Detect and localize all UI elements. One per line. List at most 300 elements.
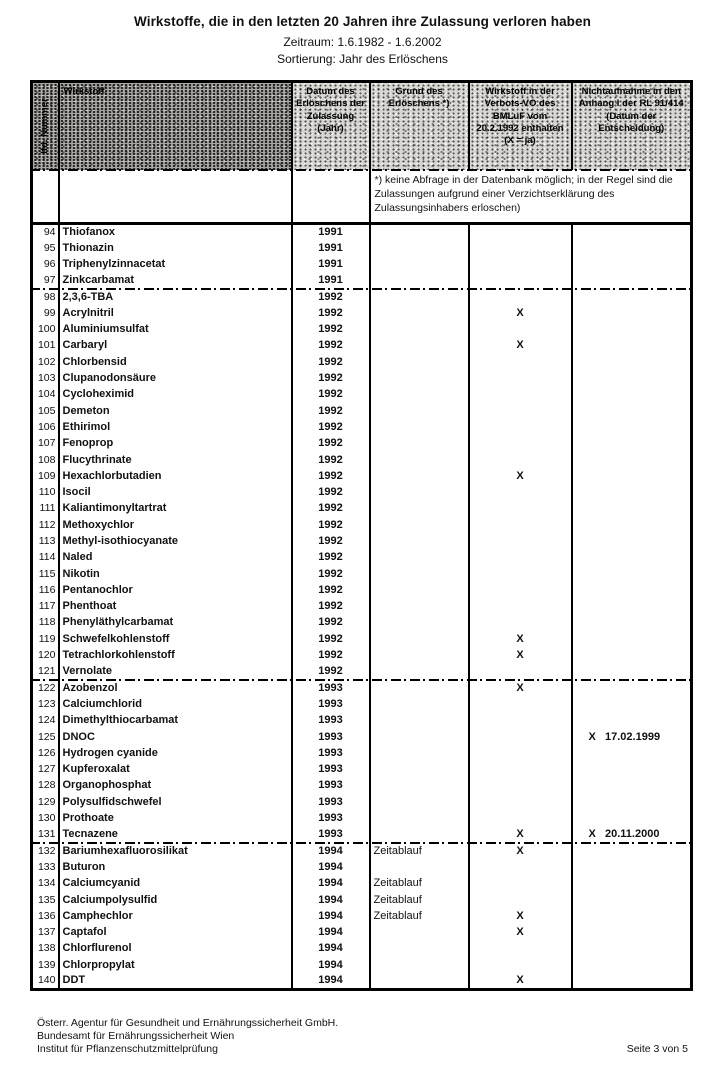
cell-num: 117 — [38, 600, 56, 613]
table-row — [32, 664, 692, 680]
table-row — [32, 957, 692, 973]
cell-year: 1993 — [292, 762, 370, 778]
cell-reason — [370, 647, 469, 663]
cell-reason — [370, 729, 469, 745]
cell-num: 138 — [37, 942, 56, 955]
cell-verbot: X — [469, 843, 572, 859]
cell-name: Flucythrinate — [59, 452, 292, 468]
cell-verbot: X — [469, 924, 572, 940]
cell-num: 126 — [37, 746, 56, 759]
cell-year: 1992 — [292, 387, 370, 403]
cell-anhang — [572, 338, 692, 354]
cell-verbot — [469, 859, 572, 875]
cell-num: 121 — [37, 665, 56, 678]
table-row — [32, 631, 692, 647]
cell-num: 127 — [37, 763, 56, 776]
cell-name: Fenoprop — [59, 436, 292, 452]
cell-verbot — [469, 289, 572, 305]
cell-year: 1994 — [292, 908, 370, 924]
cell-verbot — [469, 240, 572, 256]
cell-reason — [370, 256, 469, 272]
cell-num: 104 — [37, 388, 56, 401]
cell-verbot — [469, 273, 572, 289]
cell-verbot — [469, 941, 572, 957]
cell-name: Camphechlor — [59, 908, 292, 924]
cell-reason — [370, 436, 469, 452]
cell-name: Buturon — [59, 859, 292, 875]
cell-num: 136 — [37, 909, 56, 922]
cell-anhang — [572, 664, 692, 680]
empty-cell — [292, 170, 370, 224]
cell-verbot: X — [469, 468, 572, 484]
table-row — [32, 452, 692, 468]
cell-anhang — [572, 941, 692, 957]
cell-reason — [370, 338, 469, 354]
cell-name: Prothoate — [59, 810, 292, 826]
cell-anhang — [572, 713, 692, 729]
table-row — [32, 859, 692, 875]
cell-year: 1992 — [292, 468, 370, 484]
cell-anhang — [572, 631, 692, 647]
cell-year: 1993 — [292, 729, 370, 745]
cell-num: 124 — [37, 714, 56, 727]
footnote-row — [32, 170, 692, 224]
header-verbots-vo-label: Wirkstoff in der Verbots-VO des BMLuF vom 20.2.1992 enthalten (X = ja) — [476, 86, 564, 147]
cell-verbot — [469, 810, 572, 826]
cell-num: 118 — [38, 616, 56, 629]
cell-name: Dimethylthiocarbamat — [59, 713, 292, 729]
cell-anhang — [572, 501, 692, 517]
cell-year: 1992 — [292, 533, 370, 549]
cell-reason — [370, 631, 469, 647]
cell-year: 1992 — [292, 305, 370, 321]
cell-name: Demeton — [59, 403, 292, 419]
cell-reason — [370, 484, 469, 500]
cell-verbot — [469, 224, 572, 241]
cell-name: Zinkcarbamat — [59, 273, 292, 289]
table-row — [32, 762, 692, 778]
header-verbots-vo — [469, 82, 572, 170]
cell-verbot: X — [469, 827, 572, 843]
table-row — [32, 566, 692, 582]
cell-name: Isocil — [59, 484, 292, 500]
cell-verbot — [469, 713, 572, 729]
cell-year: 1993 — [292, 713, 370, 729]
header-lfd-nummer — [32, 82, 59, 170]
header-wirkstoff — [59, 82, 292, 170]
table-row — [32, 419, 692, 435]
cell-verbot — [469, 729, 572, 745]
cell-num: 125 — [37, 730, 56, 743]
cell-name: Methoxychlor — [59, 517, 292, 533]
cell-year: 1994 — [292, 859, 370, 875]
table-row — [32, 338, 692, 354]
cell-anhang — [572, 599, 692, 615]
cell-anhang — [572, 843, 692, 859]
cell-anhang — [572, 484, 692, 500]
cell-year: 1992 — [292, 436, 370, 452]
cell-anhang — [572, 745, 692, 761]
cell-num: 119 — [38, 632, 56, 645]
cell-reason — [370, 550, 469, 566]
cell-anhang — [572, 810, 692, 826]
cell-name: Chlorpropylat — [59, 957, 292, 973]
cell-reason — [370, 973, 469, 990]
cell-year: 1992 — [292, 419, 370, 435]
cell-verbot — [469, 794, 572, 810]
cell-verbot — [469, 419, 572, 435]
cell-num: 132 — [37, 844, 56, 857]
cell-reason — [370, 517, 469, 533]
cell-year: 1992 — [292, 501, 370, 517]
cell-name: Vernolate — [59, 664, 292, 680]
cell-anhang — [572, 468, 692, 484]
cell-reason — [370, 240, 469, 256]
table-row — [32, 843, 692, 859]
header-grund-erloeschens — [370, 82, 469, 170]
table-row — [32, 273, 692, 289]
cell-anhang — [572, 696, 692, 712]
cell-verbot — [469, 321, 572, 337]
page-title: Wirkstoffe, die in den letzten 20 Jahren ihre Zulassung verloren haben — [134, 14, 591, 29]
cell-anhang — [572, 778, 692, 794]
cell-anhang — [572, 256, 692, 272]
cell-name: Calciumcyanid — [59, 876, 292, 892]
cell-reason — [370, 354, 469, 370]
cell-year: 1994 — [292, 876, 370, 892]
cell-year: 1992 — [292, 484, 370, 500]
cell-year: 1992 — [292, 403, 370, 419]
cell-reason — [370, 713, 469, 729]
cell-name: Aluminiumsulfat — [59, 321, 292, 337]
cell-name: Thiofanox — [59, 224, 292, 241]
cell-name: Hydrogen cyanide — [59, 745, 292, 761]
cell-num: 103 — [37, 372, 56, 385]
header-anhang-i-label: Nichtaufnahme in den Anhang I der RL 91/414 (Datum der Entscheidung) — [578, 86, 684, 135]
empty-cell — [59, 170, 292, 224]
cell-reason: Zeitablauf — [370, 892, 469, 908]
cell-reason — [370, 370, 469, 386]
cell-verbot — [469, 256, 572, 272]
cell-reason — [370, 305, 469, 321]
cell-anhang — [572, 403, 692, 419]
cell-verbot — [469, 582, 572, 598]
header-lfd-nummer-label: lfd. Nummer — [39, 98, 51, 154]
table-row — [32, 305, 692, 321]
cell-anhang — [572, 859, 692, 875]
cell-verbot: X — [469, 631, 572, 647]
dash-divider — [30, 842, 693, 844]
table-row — [32, 647, 692, 663]
cell-anhang — [572, 876, 692, 892]
footer-org-line2: Bundesamt für Ernährungssicherheit Wien — [37, 1030, 235, 1042]
table-row — [32, 794, 692, 810]
cell-reason — [370, 468, 469, 484]
cell-verbot — [469, 957, 572, 973]
cell-verbot — [469, 354, 572, 370]
cell-num: 101 — [37, 339, 56, 352]
cell-anhang — [572, 305, 692, 321]
cell-year: 1992 — [292, 550, 370, 566]
cell-reason — [370, 599, 469, 615]
table-row — [32, 370, 692, 386]
table-row — [32, 696, 692, 712]
cell-anhang — [572, 370, 692, 386]
cell-verbot: X — [469, 680, 572, 696]
cell-verbot — [469, 599, 572, 615]
cell-name: Captafol — [59, 924, 292, 940]
cell-reason — [370, 452, 469, 468]
cell-year: 1991 — [292, 256, 370, 272]
cell-name: Naled — [59, 550, 292, 566]
cell-name: Organophosphat — [59, 778, 292, 794]
cell-anhang: X 20.11.2000 — [572, 827, 692, 843]
cell-reason — [370, 696, 469, 712]
cell-year: 1991 — [292, 240, 370, 256]
cell-year: 1994 — [292, 843, 370, 859]
table-row — [32, 615, 692, 631]
cell-reason — [370, 403, 469, 419]
cell-name: Carbaryl — [59, 338, 292, 354]
cell-reason — [370, 827, 469, 843]
cell-anhang — [572, 533, 692, 549]
cell-verbot — [469, 876, 572, 892]
cell-year: 1993 — [292, 794, 370, 810]
cell-year: 1991 — [292, 224, 370, 241]
cell-reason — [370, 387, 469, 403]
table-row — [32, 599, 692, 615]
cell-name: Kupferoxalat — [59, 762, 292, 778]
cell-anhang — [572, 680, 692, 696]
table-row — [32, 810, 692, 826]
cell-reason: Zeitablauf — [370, 843, 469, 859]
cell-num: 95 — [43, 241, 56, 254]
cell-year: 1992 — [292, 566, 370, 582]
cell-verbot — [469, 762, 572, 778]
cell-reason — [370, 762, 469, 778]
cell-anhang — [572, 892, 692, 908]
cell-num: 105 — [37, 404, 56, 417]
table-row — [32, 517, 692, 533]
cell-num: 113 — [38, 534, 56, 547]
cell-year: 1992 — [292, 321, 370, 337]
dash-divider — [30, 288, 693, 290]
cell-num: 128 — [37, 779, 56, 792]
cell-reason — [370, 859, 469, 875]
cell-anhang — [572, 762, 692, 778]
cell-name: Phenthoat — [59, 599, 292, 615]
cell-verbot — [469, 664, 572, 680]
header-grund-label: Grund des Erlöschens *) — [388, 86, 450, 110]
cell-anhang — [572, 419, 692, 435]
cell-num: 123 — [37, 697, 56, 710]
cell-anhang — [572, 273, 692, 289]
cell-anhang — [572, 615, 692, 631]
cell-num: 140 — [37, 974, 56, 987]
cell-verbot — [469, 745, 572, 761]
cell-num: 115 — [38, 567, 56, 580]
cell-verbot: X — [469, 305, 572, 321]
table-row — [32, 778, 692, 794]
cell-verbot — [469, 517, 572, 533]
cell-reason — [370, 680, 469, 696]
cell-num: 133 — [37, 860, 56, 873]
cell-name: Methyl-isothiocyanate — [59, 533, 292, 549]
cell-verbot: X — [469, 973, 572, 990]
table-row — [32, 354, 692, 370]
cell-year: 1992 — [292, 631, 370, 647]
cell-year: 1992 — [292, 647, 370, 663]
cell-anhang — [572, 957, 692, 973]
cell-name: Ethirimol — [59, 419, 292, 435]
subtitle-zeitraum: Zeitraum: 1.6.1982 - 1.6.2002 — [283, 35, 442, 49]
cell-reason — [370, 321, 469, 337]
cell-verbot — [469, 501, 572, 517]
footer-org-line3: Institut für Pflanzenschutzmittelprüfung — [37, 1043, 218, 1055]
table-row — [32, 550, 692, 566]
cell-num: 135 — [37, 893, 56, 906]
cell-name: Cycloheximid — [59, 387, 292, 403]
cell-verbot — [469, 778, 572, 794]
table-row — [32, 501, 692, 517]
cell-name: Calciumpolysulfid — [59, 892, 292, 908]
dash-divider — [30, 169, 693, 171]
cell-anhang — [572, 647, 692, 663]
cell-year: 1992 — [292, 664, 370, 680]
cell-num: 98 — [43, 290, 56, 303]
cell-name: Bariumhexafluorosilikat — [59, 843, 292, 859]
table-row — [32, 387, 692, 403]
cell-year: 1992 — [292, 354, 370, 370]
cell-verbot — [469, 370, 572, 386]
table-row — [32, 892, 692, 908]
cell-num: 110 — [38, 486, 56, 499]
table-row — [32, 745, 692, 761]
cell-num: 120 — [37, 649, 56, 662]
cell-num: 137 — [37, 926, 56, 939]
empty-cell — [32, 170, 59, 224]
cell-name: Chlorflurenol — [59, 941, 292, 957]
cell-verbot — [469, 892, 572, 908]
table-row — [32, 240, 692, 256]
cell-anhang — [572, 289, 692, 305]
cell-num: 122 — [37, 681, 56, 694]
cell-reason — [370, 582, 469, 598]
cell-name: Nikotin — [59, 566, 292, 582]
cell-name: 2,3,6-TBA — [59, 289, 292, 305]
cell-name: Azobenzol — [59, 680, 292, 696]
table-row — [32, 941, 692, 957]
cell-year: 1994 — [292, 941, 370, 957]
cell-name: Triphenylzinnacetat — [59, 256, 292, 272]
cell-reason: Zeitablauf — [370, 908, 469, 924]
cell-reason — [370, 289, 469, 305]
cell-year: 1992 — [292, 582, 370, 598]
subtitle-sortierung: Sortierung: Jahr des Erlöschens — [277, 52, 448, 66]
table-row — [32, 468, 692, 484]
cell-name: Calciumchlorid — [59, 696, 292, 712]
cell-num: 139 — [37, 958, 56, 971]
cell-name: Acrylnitril — [59, 305, 292, 321]
cell-reason — [370, 615, 469, 631]
cell-name: Clupanodonsäure — [59, 370, 292, 386]
cell-name: Hexachlorbutadien — [59, 468, 292, 484]
cell-reason — [370, 924, 469, 940]
cell-num: 96 — [43, 257, 56, 270]
table-row — [32, 908, 692, 924]
table-row — [32, 533, 692, 549]
cell-anhang — [572, 550, 692, 566]
cell-anhang — [572, 517, 692, 533]
table-row — [32, 436, 692, 452]
footer-org-line1: Österr. Agentur für Gesundheit und Ernährungssicherheit GmbH. — [37, 1017, 339, 1029]
cell-name: Phenyläthylcarbamat — [59, 615, 292, 631]
table-row — [32, 973, 692, 990]
cell-anhang — [572, 240, 692, 256]
header-anhang-i — [572, 82, 692, 170]
dash-divider — [30, 679, 693, 681]
cell-verbot — [469, 436, 572, 452]
cell-verbot — [469, 403, 572, 419]
cell-name: Tetrachlorkohlenstoff — [59, 647, 292, 663]
cell-reason — [370, 810, 469, 826]
cell-verbot — [469, 533, 572, 549]
table-row — [32, 876, 692, 892]
cell-year: 1994 — [292, 973, 370, 990]
cell-anhang — [572, 354, 692, 370]
table-row — [32, 729, 692, 745]
cell-year: 1994 — [292, 892, 370, 908]
cell-anhang — [572, 321, 692, 337]
table-row — [32, 484, 692, 500]
table-row — [32, 713, 692, 729]
cell-name: Schwefelkohlenstoff — [59, 631, 292, 647]
cell-anhang: X 17.02.1999 — [572, 729, 692, 745]
cell-num: 131 — [37, 828, 56, 841]
cell-num: 109 — [37, 469, 56, 482]
table-row — [32, 321, 692, 337]
table-row — [32, 256, 692, 272]
cell-num: 129 — [37, 795, 56, 808]
cell-num: 114 — [38, 551, 56, 564]
cell-num: 130 — [37, 812, 56, 825]
table-row — [32, 224, 692, 241]
cell-reason — [370, 419, 469, 435]
cell-year: 1992 — [292, 615, 370, 631]
cell-name: Tecnazene — [59, 827, 292, 843]
cell-anhang — [572, 436, 692, 452]
cell-num: 102 — [37, 355, 56, 368]
cell-reason — [370, 957, 469, 973]
cell-reason — [370, 941, 469, 957]
cell-year: 1993 — [292, 745, 370, 761]
cell-verbot — [469, 484, 572, 500]
cell-verbot — [469, 696, 572, 712]
cell-name: Chlorbensid — [59, 354, 292, 370]
cell-num: 108 — [37, 453, 56, 466]
cell-year: 1991 — [292, 273, 370, 289]
table-row — [32, 924, 692, 940]
cell-name: Pentanochlor — [59, 582, 292, 598]
cell-verbot: X — [469, 338, 572, 354]
cell-num: 100 — [37, 323, 56, 336]
footnote-text: *) keine Abfrage in der Datenbank möglich; in der Regel sind die Zulassungen aufgrund einer Verzichtserklärung des Zulassungsinhabers erloschen) — [370, 170, 692, 224]
table-header-row — [32, 82, 692, 170]
cell-anhang — [572, 973, 692, 990]
cell-reason — [370, 501, 469, 517]
cell-num: 112 — [38, 518, 56, 531]
cell-year: 1992 — [292, 338, 370, 354]
